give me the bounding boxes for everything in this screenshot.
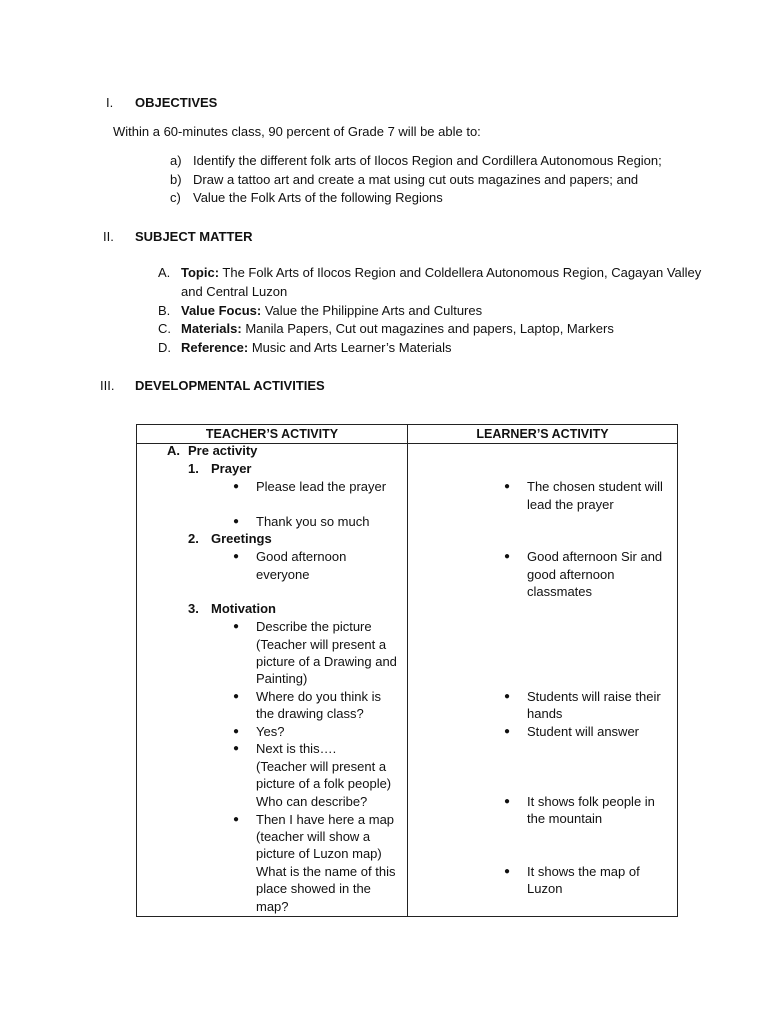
subject-numeral: II. [103, 229, 114, 244]
teacher-line: Who can describe? [256, 794, 368, 809]
bullet-icon: ● [233, 743, 240, 754]
teacher-line: picture of a Drawing and [256, 654, 397, 669]
objective-marker: b) [170, 172, 182, 187]
subject-label: Reference: [181, 340, 249, 355]
section-marker: 3. [188, 601, 199, 616]
bullet-icon: ● [233, 516, 240, 527]
learner-line: Student will answer [527, 724, 639, 739]
teacher-line: Painting) [256, 671, 308, 686]
table-row [137, 444, 678, 917]
objective-marker: c) [170, 190, 181, 205]
section-motivation-label: Motivation [211, 601, 276, 616]
objective-text: Identify the different folk arts of Ilocos Region and Cordillera Autonomous Region; [193, 153, 662, 168]
teacher-line: Please lead the prayer [256, 479, 387, 494]
teacher-line: Thank you so much [256, 514, 370, 529]
bullet-icon: ● [233, 814, 240, 825]
learner-line: hands [527, 706, 563, 721]
subject-reference [181, 339, 452, 356]
learner-line: Students will raise their [527, 689, 661, 704]
objectives-numeral: I. [106, 95, 114, 110]
subject-value: Value the Philippine Arts and Cultures [264, 303, 483, 318]
teacher-line: picture of Luzon map) [256, 846, 382, 861]
subject-value: Manila Papers, Cut out magazines and papers, Laptop, Markers [245, 321, 614, 336]
subject-heading: SUBJECT MATTER [135, 229, 253, 244]
subject-value-continued: and Central Luzon [181, 284, 288, 299]
section-marker: 1. [188, 461, 199, 476]
objective-text: Draw a tattoo art and create a mat using cut outs magazines and papers; and [193, 172, 639, 187]
learner-line: lead the prayer [527, 497, 614, 512]
teacher-line: picture of a folk people) [256, 776, 392, 791]
bullet-icon: ● [233, 726, 240, 737]
subject-marker: C. [158, 321, 171, 336]
learner-line: It shows folk people in [527, 794, 655, 809]
subject-value-focus [181, 302, 482, 319]
subject-value: The Folk Arts of Ilocos Region and Coldellera Autonomous Region, Cagayan Valley [222, 265, 702, 280]
objective-marker: a) [170, 153, 182, 168]
pre-activity-marker: A. [167, 443, 180, 458]
teacher-line: Where do you think is [256, 689, 382, 704]
subject-label: Value Focus: [181, 303, 262, 318]
teacher-line: place showed in the [256, 881, 371, 896]
subject-materials [181, 320, 614, 337]
teacher-line: Yes? [256, 724, 285, 739]
learner-line: The chosen student will [527, 479, 663, 494]
teacher-activity-header: TEACHER’S ACTIVITY [137, 425, 408, 444]
learner-line: Luzon [527, 881, 563, 896]
teacher-line: everyone [256, 567, 310, 582]
teacher-line: map? [256, 899, 289, 914]
bullet-icon: ● [233, 551, 240, 562]
bullet-icon: ● [233, 621, 240, 632]
bullet-icon: ● [504, 481, 511, 492]
teacher-line: Describe the picture [256, 619, 372, 634]
objective-text: Value the Folk Arts of the following Regions [193, 190, 443, 205]
teacher-line: (teacher will show a [256, 829, 371, 844]
subject-value: Music and Arts Learner’s Materials [251, 340, 452, 355]
section-greetings-label: Greetings [211, 531, 272, 546]
subject-label: Materials: [181, 321, 242, 336]
bullet-icon: ● [233, 691, 240, 702]
bullet-icon: ● [504, 866, 511, 877]
bullet-icon: ● [504, 551, 511, 562]
activities-table [136, 424, 678, 917]
teacher-line: (Teacher will present a [256, 637, 387, 652]
section-marker: 2. [188, 531, 199, 546]
subject-topic [181, 264, 701, 281]
learner-line: classmates [527, 584, 593, 599]
objectives-heading: OBJECTIVES [135, 95, 218, 110]
learner-line: Good afternoon Sir and [527, 549, 663, 564]
learner-line: the mountain [527, 811, 603, 826]
teacher-line: the drawing class? [256, 706, 364, 721]
teacher-line: (Teacher will present a [256, 759, 387, 774]
activities-numeral: III. [100, 378, 115, 393]
bullet-icon: ● [504, 691, 511, 702]
pre-activity-label: Pre activity [188, 443, 258, 458]
subject-label: Topic: [181, 265, 220, 280]
bullet-icon: ● [504, 726, 511, 737]
teacher-line: Then I have here a map [256, 812, 395, 827]
subject-marker: A. [158, 265, 171, 280]
subject-marker: B. [158, 303, 171, 318]
activities-heading: DEVELOPMENTAL ACTIVITIES [135, 378, 325, 393]
learner-activity-header: LEARNER’S ACTIVITY [408, 425, 678, 444]
teacher-activity-cell [137, 444, 408, 917]
table-header-row [137, 425, 678, 444]
bullet-icon: ● [233, 481, 240, 492]
teacher-line: Next is this…. [256, 741, 337, 756]
subject-marker: D. [158, 340, 171, 355]
learner-line: good afternoon [527, 567, 615, 582]
bullet-icon: ● [504, 796, 511, 807]
teacher-line: What is the name of this [256, 864, 396, 879]
objectives-intro: Within a 60-minutes class, 90 percent of Grade 7 will be able to: [113, 124, 481, 139]
learner-line: It shows the map of [527, 864, 640, 879]
teacher-line: Good afternoon [256, 549, 347, 564]
section-prayer-label: Prayer [211, 461, 252, 476]
learner-activity-cell [408, 444, 678, 917]
